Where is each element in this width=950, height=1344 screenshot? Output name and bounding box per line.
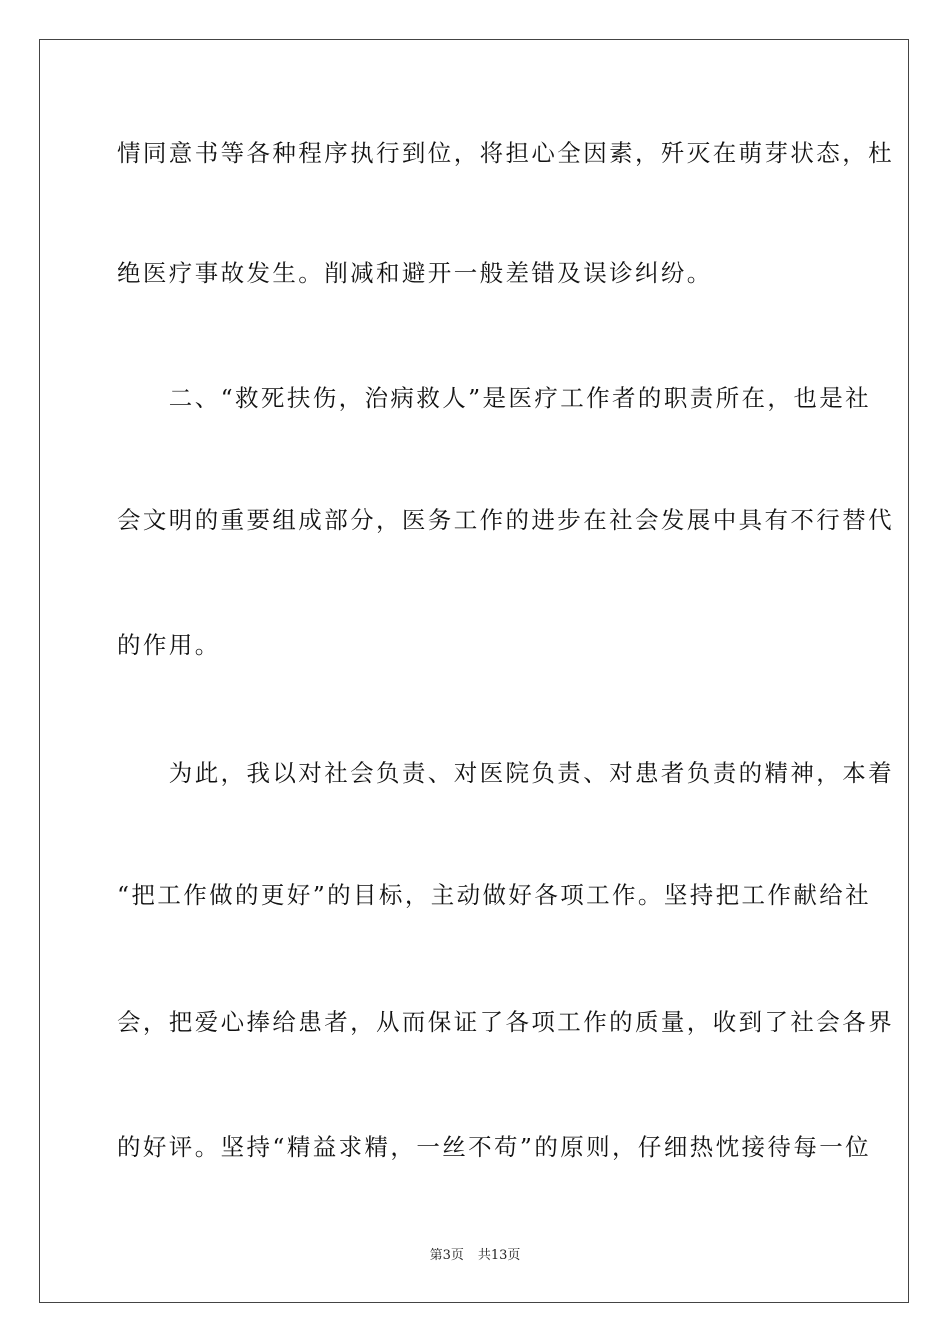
text-line: 情同意书等各种程序执行到位，将担心全因素，歼灭在萌芽状态，杜 bbox=[117, 139, 894, 167]
page-total: 共13页 bbox=[477, 1248, 521, 1263]
text-line: 为此，我以对社会负责、对医院负责、对患者负责的精神，本着 bbox=[117, 759, 894, 787]
text-line: 绝医疗事故发生。削减和避开一般差错及误诊纠纷。 bbox=[117, 259, 713, 287]
text-line: 的好评。坚持“精益求精，一丝不苟”的原则，仔细热忱接待每一位 bbox=[117, 1133, 872, 1161]
text-line: 的作用。 bbox=[117, 631, 221, 659]
text-line: 二、“救死扶伤，治病救人”是医疗工作者的职责所在，也是社 bbox=[117, 384, 872, 412]
text-line: “把工作做的更好”的目标，主动做好各项工作。坚持把工作献给社 bbox=[117, 881, 872, 909]
text-line: 会，把爱心捧给患者，从而保证了各项工作的质量，收到了社会各界 bbox=[117, 1008, 894, 1036]
text-line: 会文明的重要组成部分，医务工作的进步在社会发展中具有不行替代 bbox=[117, 506, 894, 534]
page-footer bbox=[0, 1247, 950, 1265]
page-number: 第3页 bbox=[429, 1248, 464, 1263]
page-border bbox=[39, 39, 909, 1303]
